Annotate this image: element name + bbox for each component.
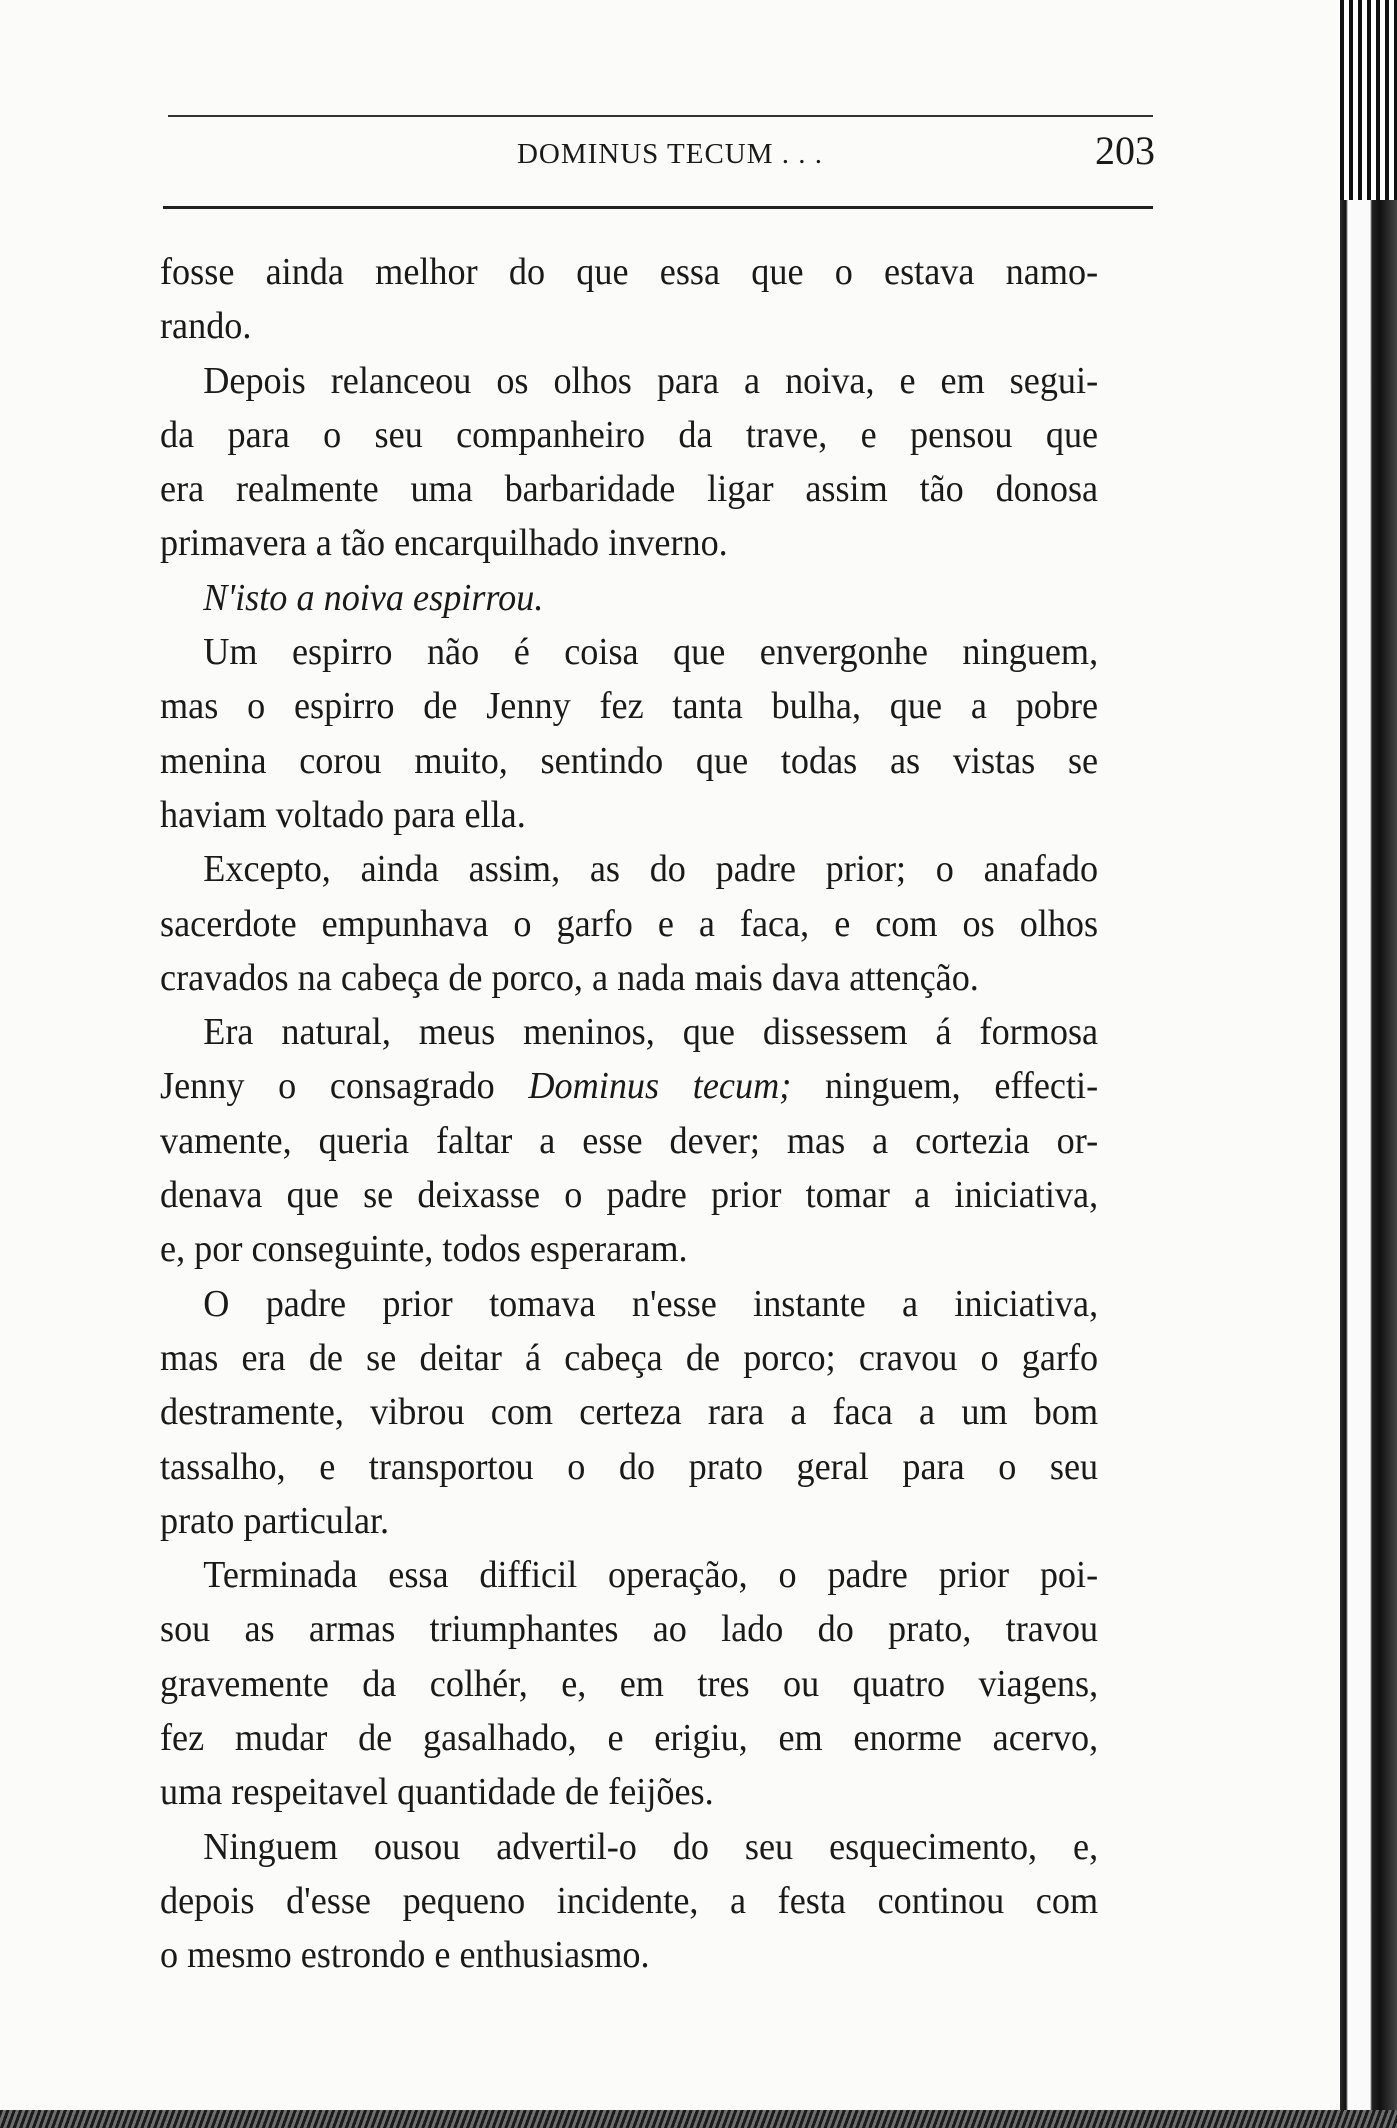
running-title: DOMINUS TECUM . . . xyxy=(516,138,824,170)
text-fragment: ninguem, effecti- xyxy=(824,1065,1099,1108)
text-line: tassalho, e transportou o do prato geral para o seu xyxy=(160,1445,1099,1488)
page-number: 203 xyxy=(1095,128,1155,173)
text-line: cravados na cabeça de porco, a nada mais dava attenção. xyxy=(160,956,979,999)
latin-phrase: Dominus tecum; xyxy=(528,1065,792,1108)
text-line: mas o espirro de Jenny fez tanta bulha, que a pobre xyxy=(160,685,1099,728)
text-line: depois d'esse pequeno incidente, a festa continou com xyxy=(160,1879,1099,1922)
text-line: uma respeitavel quantidade de feijões. xyxy=(160,1771,714,1814)
text-line: Um espirro não é coisa que envergonhe ninguem, xyxy=(203,631,1099,674)
text-line: O padre prior tomava n'esse instante a iniciativa, xyxy=(203,1282,1099,1325)
scan-bottom-strip xyxy=(0,2110,1397,2128)
text-line: era realmente uma barbaridade ligar assim tão donosa xyxy=(160,468,1099,511)
text-line: prato particular. xyxy=(160,1499,390,1542)
book-edge-top xyxy=(1340,0,1397,200)
text-line: denava que se deixasse o padre prior tomar a iniciativa, xyxy=(160,1174,1099,1217)
text-line: e, por conseguinte, todos esperaram. xyxy=(160,1228,688,1271)
text-line: vamente, queria faltar a esse dever; mas a cortezia or- xyxy=(160,1119,1099,1162)
text-line: fosse ainda melhor do que essa que o estava namo- xyxy=(160,251,1099,293)
text-line: Depois relanceou os olhos para a noiva, e em segui- xyxy=(203,359,1099,402)
header-rule-top xyxy=(168,115,1153,117)
text-line: sacerdote empunhava o garfo e a faca, e com os olhos xyxy=(160,902,1099,945)
text-fragment: Jenny o consagrado xyxy=(160,1065,495,1108)
text-line: Excepto, ainda assim, as do padre prior; o anafado xyxy=(203,848,1099,891)
text-line: o mesmo estrondo e enthusiasmo. xyxy=(160,1934,650,1977)
text-line: fez mudar de gasalhado, e erigiu, em enorme acervo, xyxy=(160,1717,1099,1760)
body-text xyxy=(160,245,1098,1983)
text-line: Era natural, meus meninos, que dissessem á formosa xyxy=(203,1011,1099,1054)
text-line: menina corou muito, sentindo que todas as vistas se xyxy=(160,739,1099,782)
text-line: N'isto a noiva espirrou. xyxy=(203,576,544,619)
header-rule-bottom xyxy=(163,206,1153,209)
text-line: primavera a tão encarquilhado inverno. xyxy=(160,522,728,565)
text-line: Terminada essa difficil operação, o padre prior poi- xyxy=(203,1554,1099,1597)
text-line: haviam voltado para ella. xyxy=(160,793,526,836)
text-line: sou as armas triumphantes ao lado do prato, travou xyxy=(160,1608,1099,1651)
text-line: mas era de se deitar á cabeça de porco; cravou o garfo xyxy=(160,1336,1099,1379)
book-edge xyxy=(1340,0,1397,2128)
text-line xyxy=(160,1059,1098,1113)
text-line: destramente, vibrou com certeza rara a faca a um bom xyxy=(160,1391,1099,1434)
text-line: da para o seu companheiro da trave, e pensou que xyxy=(160,413,1099,456)
text-line: rando. xyxy=(160,305,252,348)
text-line: Ninguem ousou advertil-o do seu esquecimento, e, xyxy=(203,1825,1099,1868)
text-line: gravemente da colhér, e, em tres ou quatro viagens, xyxy=(160,1662,1099,1705)
